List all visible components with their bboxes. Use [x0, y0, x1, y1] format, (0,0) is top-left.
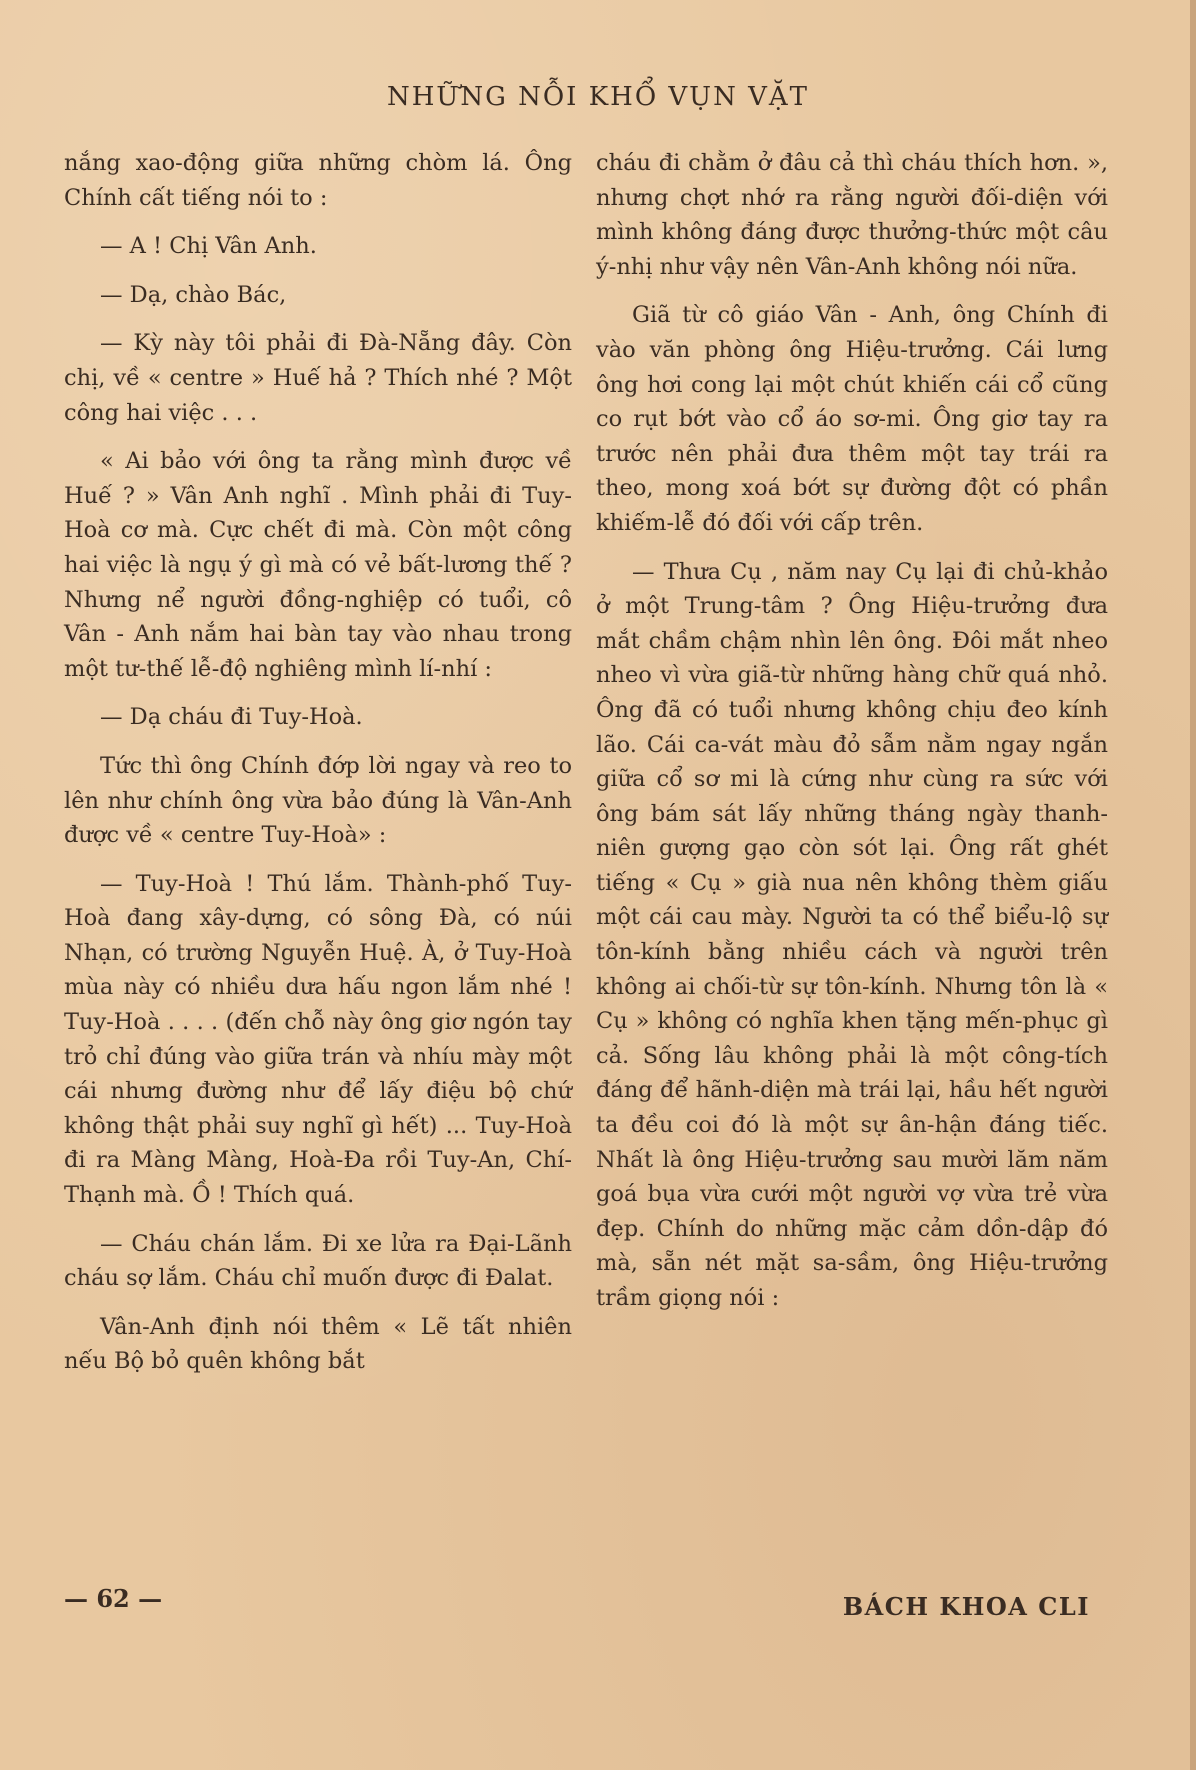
page-number: — 62 — [64, 1584, 163, 1613]
running-title: NHỮNG NỖI KHỔ VỤN VẶT [387, 82, 809, 112]
dialogue-line: — Dạ, chào Bác, [100, 281, 287, 308]
paragraph: « Ai bảo với ông ta rằng mình được về Huế ? » Vân Anh nghĩ . Mình phải đi Tuy-Hoà cơ mà. Cực chết đi mà. Còn một công hai việc là ngụ ý gì mà có vẻ bất-lương thế ? Nhưng nể người đồng-nghiệp có tuổi, cô Vân - Anh nắm hai bàn tay vào nhau trong một tư-thế lễ-độ nghiêng mình lí-nhí : [64, 448, 572, 682]
paragraph: Vân-Anh định nói thêm « Lẽ tất nhiên nếu Bộ bỏ quên không bắt [64, 1313, 572, 1375]
paragraph: cháu đi chằm ở đâu cả thì cháu thích hơn. », nhưng chợt nhớ ra rằng người đối-diện với mình không đáng được thưởng-thức một câu ý-nhị như vậy nên Vân-Anh không nói nữa. [596, 150, 1108, 280]
right-column [596, 146, 1108, 1316]
left-column [64, 146, 572, 1379]
paragraph: Giã từ cô giáo Vân - Anh, ông Chính đi vào văn phòng ông Hiệu-trưởng. Cái lưng ông hơi cong lại một chút khiến cái cổ cũng co rụt bớt vào cổ áo sơ-mi. Ông giơ tay ra trước nên phải đưa thêm một tay trái ra theo, mong xoá bớt sự đường đột có phần khiếm-lễ đó đối với cấp trên. [596, 302, 1108, 536]
dialogue-line: — Cháu chán lắm. Đi xe lửa ra Đại-Lãnh cháu sợ lắm. Cháu chỉ muốn được đi Đalat. [64, 1230, 572, 1292]
paragraph: Tức thì ông Chính đớp lời ngay và reo to lên như chính ông vừa bảo đúng là Vân-Anh được về « centre Tuy-Hoà» : [64, 752, 572, 849]
dialogue-line: — Tuy-Hoà ! Thú lắm. Thành-phố Tuy-Hoà đang xây-dựng, có sông Đà, có núi Nhạn, có trường Nguyễn Huệ. À, ở Tuy-Hoà mùa này có nhiều dưa hấu ngon lắm nhé ! Tuy-Hoà . . . . (đến chỗ này ông giơ ngón tay trỏ chỉ đúng vào giữa trán và nhíu mày một cái nhưng đường như để lấy điệu bộ chứ không thật phải suy nghĩ gì hết) ... Tuy-Hoà đi ra Màng Màng, Hoà-Đa rồi Tuy-An, Chí-Thạnh mà. Ồ ! Thích quá. [64, 870, 572, 1209]
dialogue-line: — A ! Chị Vân Anh. [100, 233, 317, 260]
paragraph: nắng xao-động giữa những chòm lá. Ông Chính cất tiếng nói to : [64, 150, 572, 211]
dialogue-line: — Thưa Cụ , năm nay Cụ lại đi chủ-khảo ở một Trung-tâm ? Ông Hiệu-trưởng đưa mắt chầm chậm nhìn lên ông. Đôi mắt nheo nheo vì vừa giã-từ những hàng chữ quá nhỏ. Ông đã có tuổi nhưng không chịu đeo kính lão. Cái ca-vát màu đỏ sẫm nằm ngay ngắn giữa cổ sơ mi là cứng như cùng ra sức với ông bám sát lấy những tháng ngày thanh-niên gượng gạo còn sót lại. Ông rất ghét tiếng « Cụ » già nua nên không thèm giấu một cái cau mày. Người ta có thể biểu-lộ sự tôn-kính bằng nhiều cách và người trên không ai chối-từ sự tôn-kính. Nhưng tôn là « Cụ » không có nghĩa khen tặng mến-phục gì cả. Sống lâu không phải là một công-tích đáng để hãnh-diện mà trái lại, hầu hết người ta đều coi đó là một sự ân-hận đáng tiếc. Nhất là ông Hiệu-trưởng sau mười lăm năm goá bụa vừa cưới một người vợ vừa trẻ vừa đẹp. Chính do những mặc cảm dồn-dập đó mà, sẵn nét mặt sa-sầm, ông Hiệu-trưởng trầm giọng nói : [596, 558, 1108, 1311]
dialogue-line: — Kỳ này tôi phải đi Đà-Nẵng đây. Còn chị, về « centre » Huế hả ? Thích nhé ? Một công hai việc . . . [64, 330, 572, 426]
magazine-footer: BÁCH KHOA CLI [842, 1592, 1090, 1621]
page-edge [1190, 0, 1196, 1770]
dialogue-line: — Dạ cháu đi Tuy-Hoà. [100, 704, 363, 731]
